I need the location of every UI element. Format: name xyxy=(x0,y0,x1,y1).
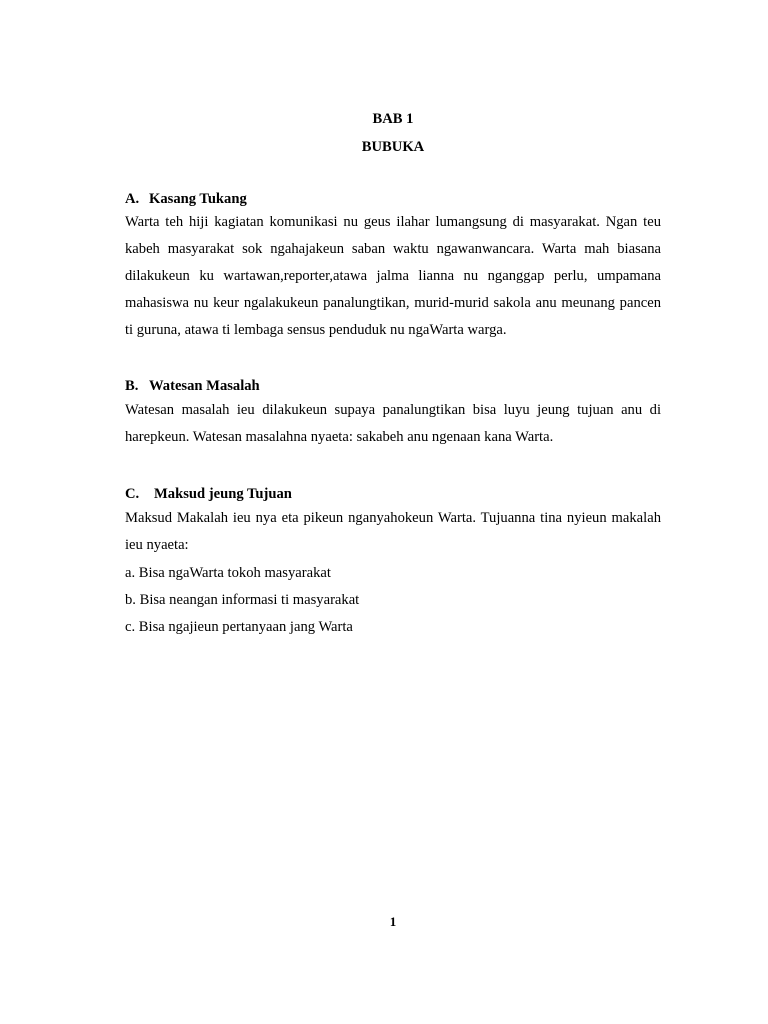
section-c-heading xyxy=(125,485,292,503)
section-c-letter: C. xyxy=(125,486,140,502)
section-b-title: Watesan Masalah xyxy=(149,378,260,394)
section-c-title: Maksud jeung Tujuan xyxy=(154,486,292,502)
section-a-heading xyxy=(125,190,247,208)
section-a-paragraph: Warta teh hiji kagiatan komunikasi nu geus ilahar lumangsung di masyarakat. Ngan teu kabeh masyarakat sok ngahajakeun saban waktu ngawanwancara. Warta mah biasana dilakukeun ku wartawan,reporter,atawa jalma lianna nu nganggap perlu, umpamana mahasiswa nu keur ngalakukeun panalungtikan, murid-murid sakola anu meunang pancen ti guruna, atawa ti lembaga sensus penduduk nu ngaWarta warga. xyxy=(125,214,661,338)
section-b-paragraph: Watesan masalah ieu dilakukeun supaya panalungtikan bisa luyu jeung tujuan anu di harepkeun. Watesan masalahna nyaeta: sakabeh anu ngenaan kana Warta. xyxy=(125,402,661,445)
chapter-label: BAB 1 xyxy=(372,111,414,127)
section-c-paragraph: Maksud Makalah ieu nya eta pikeun nganyahokeun Warta. Tujuanna tina nyieun makalah ieu nyaeta: xyxy=(125,510,661,553)
list-item: b. Bisa neangan informasi ti masyarakat xyxy=(125,592,360,608)
section-b-letter: B. xyxy=(125,378,139,394)
page-number: 1 xyxy=(389,914,397,929)
list-item: a. Bisa ngaWarta tokoh masyarakat xyxy=(125,565,331,581)
section-b-heading xyxy=(125,377,260,395)
chapter-title: BUBUKA xyxy=(361,139,425,155)
list-item: c. Bisa ngajieun pertanyaan jang Warta xyxy=(125,619,353,635)
section-a-title: Kasang Tukang xyxy=(149,191,247,207)
section-a-letter: A. xyxy=(125,191,140,207)
